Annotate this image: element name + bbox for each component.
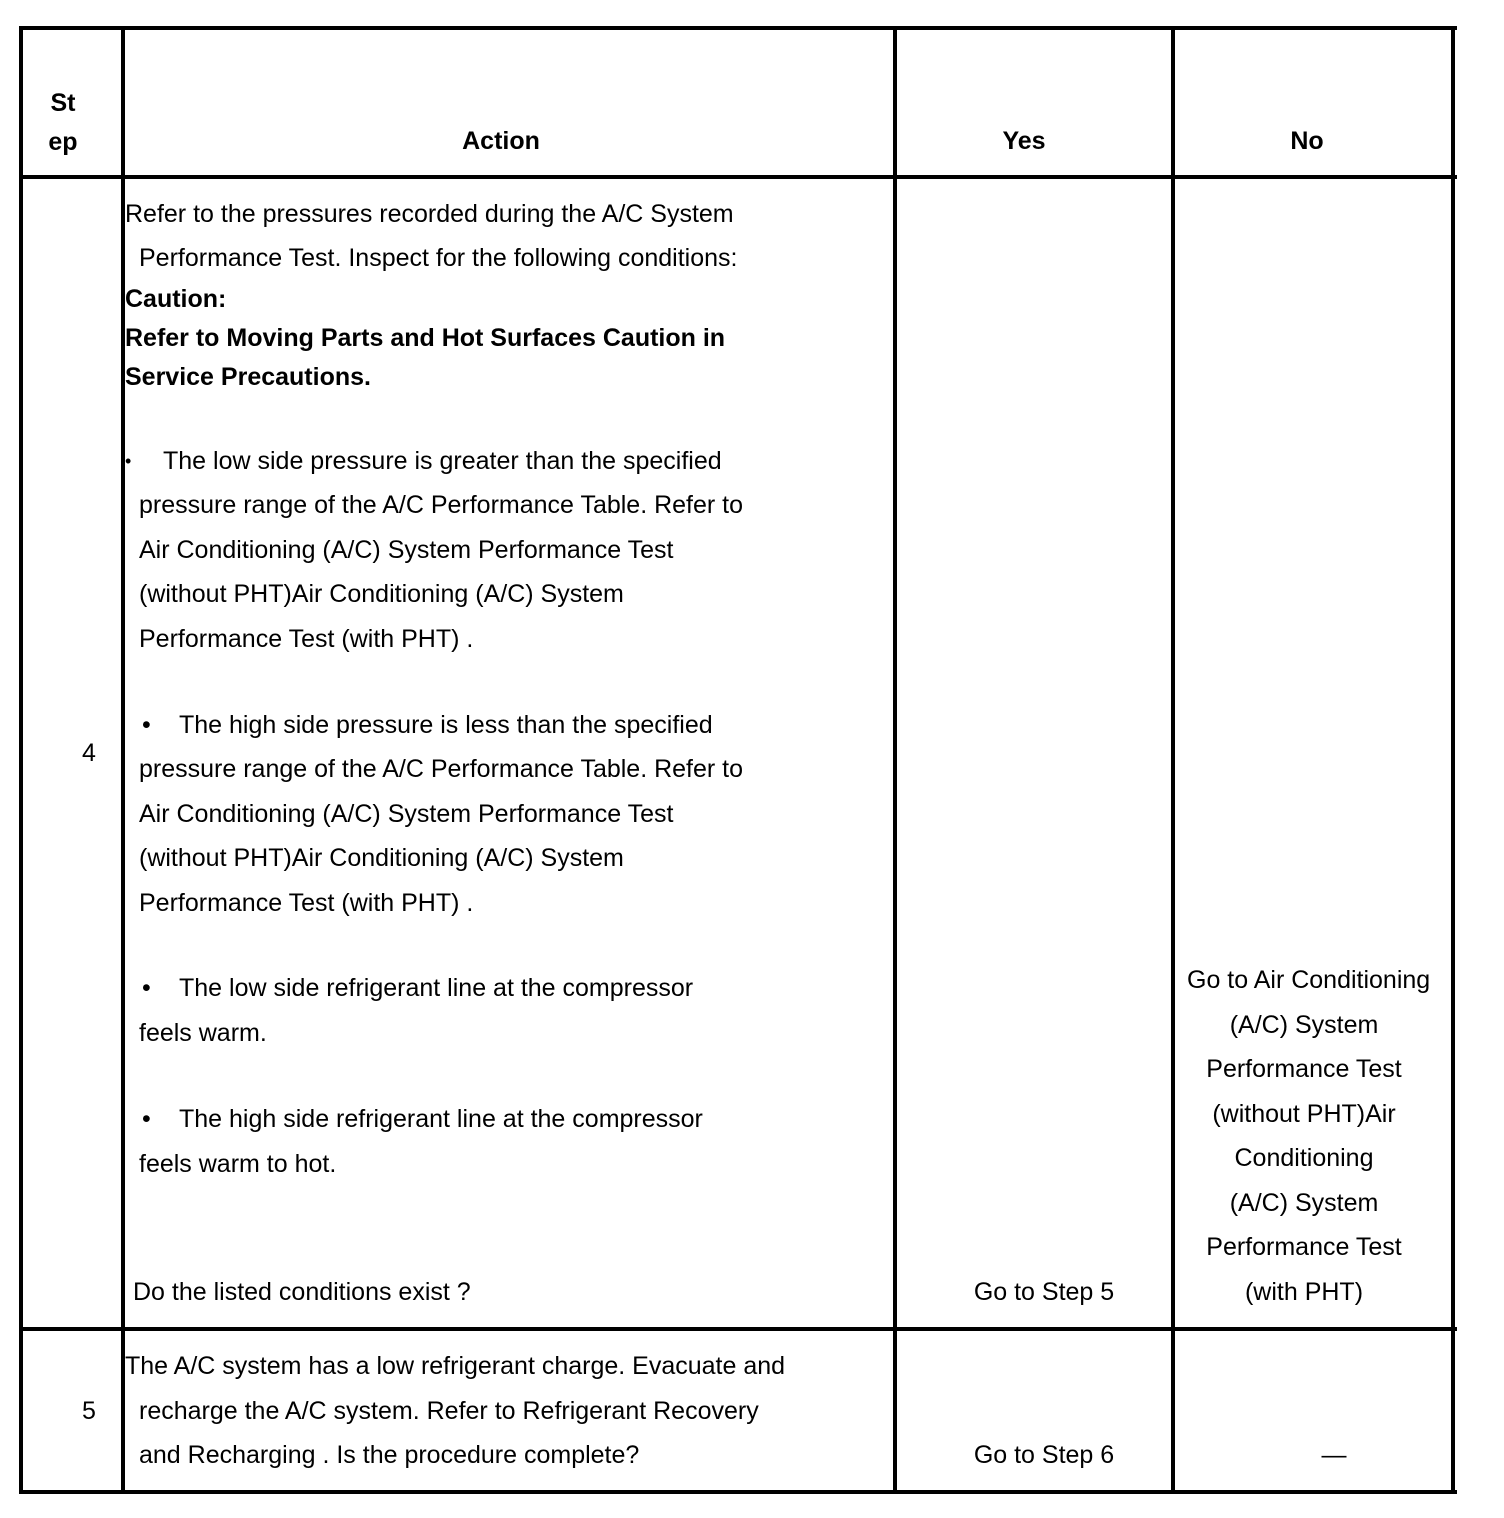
- bullet-2-line-3: Air Conditioning (A/C) System Performance Test: [139, 800, 674, 828]
- row-4-no-line-3: Performance Test: [1206, 1055, 1402, 1083]
- bullet-4-line-1: The high side refrigerant line at the compressor: [179, 1105, 703, 1133]
- header-no: No: [1290, 127, 1324, 155]
- row-4-no: [1175, 958, 1433, 1314]
- bullet-1-line-1: The low side pressure is greater than the specified: [163, 447, 722, 475]
- row-4-no-line-7: Performance Test: [1206, 1233, 1402, 1261]
- bullet-2-line-1: The high side pressure is less than the specified: [179, 711, 713, 739]
- row-4-yes: Go to Step 5: [973, 1278, 1115, 1306]
- row-5-action-line-1: The A/C system has a low refrigerant charge. Evacuate and: [125, 1352, 786, 1380]
- bullet-3-line-2: feels warm.: [139, 1019, 267, 1047]
- header-step-line-2: ep: [48, 128, 78, 156]
- table-border-right: [1451, 26, 1455, 1494]
- table-border-bottom: [19, 1490, 1457, 1494]
- bullet-4-line-2: feels warm to hot.: [139, 1150, 337, 1178]
- column-divider-step: [121, 26, 125, 1494]
- row-4-no-line-4: (without PHT)Air: [1212, 1099, 1396, 1128]
- row-4-intro-line-1: Refer to the pressures recorded during the A/C System: [125, 200, 734, 228]
- row-5-action-line-3: and Recharging . Is the procedure complete?: [139, 1441, 640, 1469]
- row-4-caution-line-2: Service Precautions.: [125, 363, 371, 391]
- header-step: [23, 84, 103, 162]
- row-4-question: Do the listed conditions exist ?: [133, 1278, 471, 1306]
- header-divider: [19, 175, 1457, 179]
- bullet-3-marker: •: [142, 974, 151, 1002]
- row-4-no-line-5: Conditioning: [1234, 1144, 1374, 1172]
- bullet-1-line-5: Performance Test (with PHT) .: [139, 625, 474, 653]
- bullet-2-line-2: pressure range of the A/C Performance Table. Refer to: [139, 755, 744, 783]
- bullet-1-line-3: Air Conditioning (A/C) System Performance Test: [139, 536, 674, 564]
- header-action: Action: [462, 127, 540, 155]
- bullet-3-line-1: The low side refrigerant line at the compressor: [179, 974, 694, 1002]
- row-4-no-line-1: Go to Air Conditioning: [1187, 966, 1431, 994]
- row-5-action-line-2: recharge the A/C system. Refer to Refrigerant Recovery: [139, 1397, 759, 1425]
- bullet-1-marker: •: [125, 451, 132, 471]
- header-yes: Yes: [1002, 127, 1046, 155]
- bullet-2-marker: •: [142, 711, 151, 739]
- row-5-yes: Go to Step 6: [973, 1441, 1115, 1469]
- row-4-intro-line-2: Performance Test. Inspect for the following conditions:: [139, 244, 738, 272]
- row-5-step: 5: [82, 1397, 96, 1425]
- bullet-1-line-2: pressure range of the A/C Performance Table. Refer to: [139, 491, 744, 519]
- row-4-step: 4: [82, 739, 96, 767]
- bullet-2-line-4: (without PHT)Air Conditioning (A/C) System: [139, 844, 624, 872]
- table-border-top: [19, 26, 1457, 30]
- row-4-no-line-2: (A/C) System: [1229, 1010, 1379, 1039]
- row-divider: [19, 1327, 1457, 1331]
- row-4-caution-title: Caution:: [125, 285, 227, 313]
- bullet-1-line-4: (without PHT)Air Conditioning (A/C) System: [139, 580, 624, 608]
- header-step-line-1: St: [50, 89, 76, 117]
- row-5-no: —: [1321, 1441, 1347, 1469]
- row-4-caution-line-1: Refer to Moving Parts and Hot Surfaces Caution in: [125, 324, 726, 352]
- table-border-left: [19, 26, 23, 1494]
- bullet-2-line-5: Performance Test (with PHT) .: [139, 889, 474, 917]
- row-4-no-line-8: (with PHT): [1244, 1277, 1364, 1306]
- bullet-4-marker: •: [142, 1105, 151, 1133]
- row-4-no-line-6: (A/C) System: [1229, 1188, 1379, 1217]
